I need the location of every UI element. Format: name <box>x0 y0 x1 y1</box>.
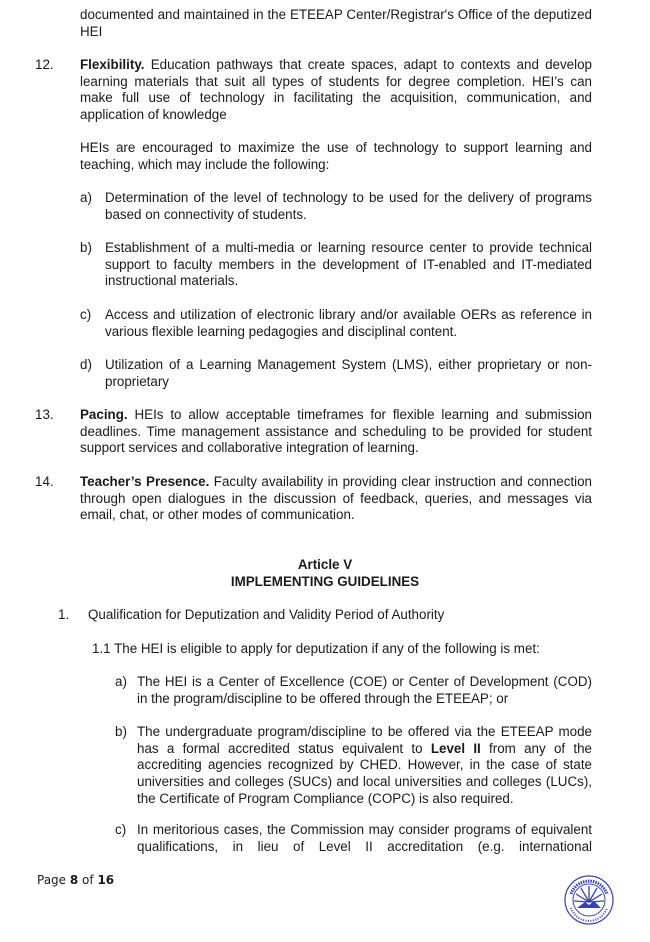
condition-text-part: The undergraduate program/discipline to be offered via the ETEEAP mode has a formal accredited status equivalent to <box>137 724 592 756</box>
condition-label: c) <box>115 822 127 837</box>
subitem-label: b) <box>80 240 92 255</box>
page-current: 8 <box>69 873 79 887</box>
section-number: 1. <box>58 607 70 622</box>
subitem-text: Access and utilization of electronic library and/or available OERs as reference in various flexible learning pedagogies and disciplinal content. <box>105 307 592 339</box>
condition-label: b) <box>115 724 127 739</box>
condition-bold: Level II <box>430 740 481 756</box>
subitem-text: Determination of the level of technology to be used for the delivery of programs based on connectivity of students. <box>105 190 592 222</box>
condition-text-part: from any of the accrediting agencies recognized by CHED. However, in the case of state universities and colleges (SUCs) and local universities and colleges (LUCs), the Certificate of Program Compliance (COPC) is also required. <box>137 740 592 806</box>
subitem-text: Utilization of a Learning Management System (LMS), either proprietary or non-proprietary <box>105 357 592 389</box>
condition-label: a) <box>115 674 127 689</box>
item-title: Flexibility. <box>80 57 145 72</box>
page-total: 16 <box>97 873 115 887</box>
continuation-text: documented and maintained in the ETEEAP Center/Registrar's Office of the deputized HEI <box>80 7 592 39</box>
page-prefix: Page <box>37 873 70 887</box>
condition-text: In meritorious cases, the Commission may consider programs of equivalent qualifications, in lieu of Level II accreditation (e.g. international <box>137 822 592 854</box>
flexibility-paragraph: HEIs are encouraged to maximize the use of technology to support learning and teaching, which may include the following: <box>80 140 592 172</box>
condition-text: The HEI is a Center of Excellence (COE) or Center of Development (COD) in the program/discipline to be offered through the ETEEAP; or <box>137 674 592 706</box>
ched-seal-icon <box>563 874 615 926</box>
subitem-label: a) <box>80 190 92 205</box>
item-title: Teacher’s Presence. <box>80 474 210 489</box>
item-text: Education pathways that create spaces, adapt to contexts and develop learning materials that suit all types of students for degree completion. HEI’s can make full use of technology in facilitating the acquisition, communication, and application of knowledge <box>80 57 592 123</box>
item-pacing <box>80 407 592 457</box>
item-flexibility <box>80 57 592 124</box>
item-number: 12. <box>35 57 54 72</box>
article-heading: Article V <box>297 557 353 572</box>
page-of: of <box>78 873 98 887</box>
subitem-label: c) <box>80 307 92 322</box>
subitem-text: Establishment of a multi-media or learning resource center to provide technical support to faculty members in the development of IT-enabled and IT-mediated instructional materials. <box>105 240 592 289</box>
page-number <box>37 872 114 889</box>
subitem-label: d) <box>80 357 92 372</box>
article-subheading: IMPLEMENTING GUIDELINES <box>230 574 420 589</box>
item-number: 13. <box>35 407 54 422</box>
section-title: Qualification for Deputization and Validity Period of Authority <box>88 607 445 622</box>
item-teachers-presence <box>80 474 592 524</box>
item-number: 14. <box>35 474 54 489</box>
item-text: Faculty availability in providing clear instruction and connection through open dialogues in the discussion of feedback, queries, and messages via email, chat, or other modes of communication. <box>80 474 593 523</box>
clause-text: 1.1 The HEI is eligible to apply for deputization if any of the following is met: <box>92 641 540 656</box>
item-title: Pacing. <box>80 407 128 422</box>
condition-text <box>137 724 592 808</box>
item-text: HEIs to allow acceptable timeframes for flexible learning and submission deadlines. Time management assistance and scheduling to be provided for student support services and collaborative integration of learning. <box>80 407 592 456</box>
